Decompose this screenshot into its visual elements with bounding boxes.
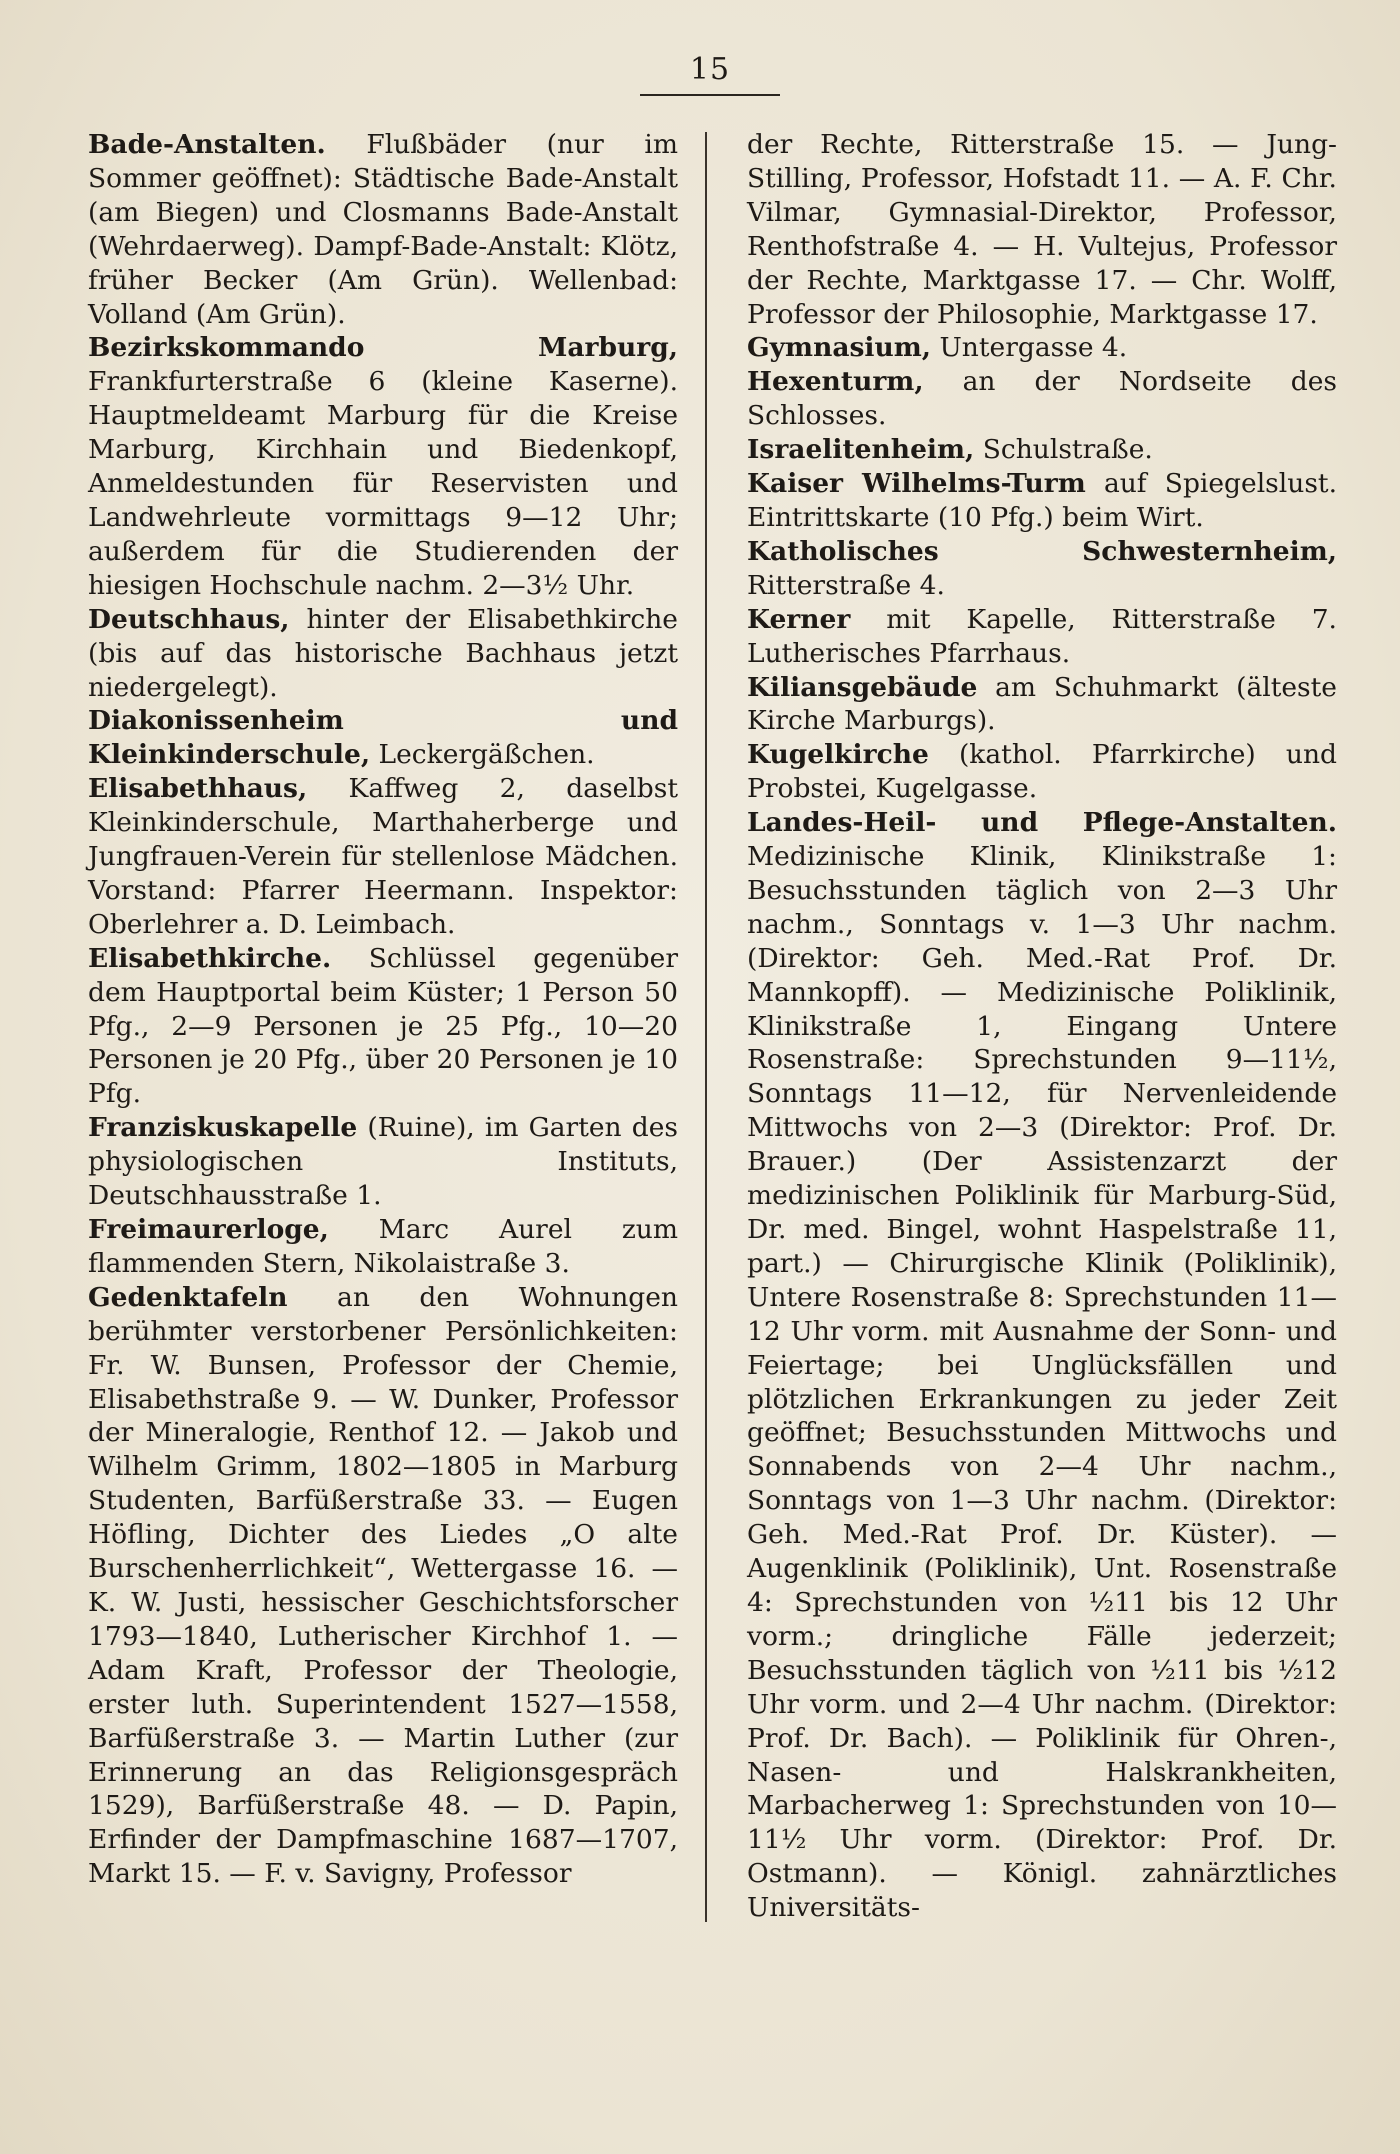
left-column (88, 128, 678, 1891)
entry-deutschhaus: Deutschhaus, hinter der Elisabethkirche (bis auf das historische Bachhaus jetzt niedergelegt). (88, 603, 678, 703)
entry-israelitenheim: Israelitenheim, Schulstraße. (747, 434, 1153, 466)
right-column (747, 128, 1337, 1925)
entry-bezirkskommando: Bezirkskommando Marburg, Frankfurterstraße 6 (kleine Kaserne). Hauptmeldeamt Marburg für die Kreise Marburg, Kirchhain und Biedenkopf, Anmeldestunden für Reservisten und Landwehrleute vormittags 9—12 Uhr; außerdem für die Studierenden der hiesigen Hochschule nachm. 2—3½ Uhr. (88, 332, 678, 601)
entry-gedenktafeln-continued: der Rechte, Ritterstraße 15. — Jung-Stilling, Professor, Hofstadt 11. — A. F. Chr. Vilmar, Gymnasial-Direktor, Professor, Renthofstraße 4. — H. Vultejus, Professor der Rechte, Marktgasse 17. — Chr. Wolff, Professor der Philosophie, Marktgasse 17. (747, 129, 1337, 330)
entry-kaiser-wilhelms-turm: Kaiser Wilhelms-Turm auf Spiegelslust. Eintrittskarte (10 Pfg.) beim Wirt. (747, 468, 1337, 533)
header-rule (640, 94, 780, 96)
entry-landes-heil-und-pflege-anstalten: Landes-Heil- und Pflege-Anstalten. Medizinische Klinik, Klinikstraße 1: Besuchsstunden täglich von 2—3 Uhr nachm., Sonntags v. 1—3 Uhr nachm. (Direktor: Geh. Med.-Rat Prof. Dr. Mannkopff). — Medizinische Poliklinik, Klinikstraße 1, Eingang Untere Rosenstraße: Sprechstunden 9—11½, Sonntags 11—12, für Nervenleidende Mittwochs von 2—3 (Direktor: Prof. Dr. Brauer.) (Der Assistenzarzt der medizinischen Poliklinik für Marburg-Süd, Dr. med. Bingel, wohnt Haspelstraße 11, part.) — Chirurgische Klinik (Poliklinik), Untere Rosenstraße 8: Sprechstunden 11—12 Uhr vorm. mit Ausnahme der Sonn- und Feiertage; bei Unglücksfällen und plötzlichen Erkrankungen zu jeder Zeit geöffnet; Besuchsstunden Mittwochs und Sonnabends von 2—4 Uhr nachm., Sonntags von 1—3 Uhr nachm. (Direktor: Geh. Med.-Rat Prof. Dr. Küster). — Augenklinik (Poliklinik), Unt. Rosenstraße 4: Sprechstunden von ½11 bis 12 Uhr vorm.; dringliche Fälle jederzeit; Besuchsstunden täglich von ½11 bis ½12 Uhr vorm. und 2—4 Uhr nachm. (Direktor: Prof. Dr. Bach). — Poliklinik für Ohren-, Nasen- und Halskrankheiten, Marbacherweg 1: Sprechstunden von 10—11½ Uhr vorm. (Direktor: Prof. Dr. Ostmann). — Königl. zahnärztliches Universitäts- (747, 807, 1337, 1924)
entry-katholisches-schwesternheim: Katholisches Schwesternheim, Ritterstraße 4. (747, 535, 1337, 601)
entry-kugelkirche: Kugelkirche (kathol. Pfarrkirche) und Probstei, Kugelgasse. (747, 739, 1337, 805)
entry-franziskuskapelle: Franziskuskapelle (Ruine), im Garten des physiologischen Instituts, Deutschhausstraße 1. (88, 1112, 678, 1212)
entry-elisabethkirche: Elisabethkirche. Schlüssel gegenüber dem Hauptportal beim Küster; 1 Person 50 Pfg., 2—9 Personen je 25 Pfg., 10—20 Personen je 20 Pfg., über 20 Personen je 10 Pfg. (88, 942, 678, 1110)
column-divider (705, 132, 707, 1922)
entry-elisabethhaus: Elisabethhaus, Kaffweg 2, daselbst Kleinkinderschule, Marthaherberge und Jungfrauen-Verein für stellenlose Mädchen. Vorstand: Pfarrer Heermann. Inspektor: Oberlehrer a. D. Leimbach. (88, 773, 678, 940)
entry-kiliansgebaeude: Kiliansgebäude am Schuhmarkt (älteste Kirche Marburgs). (747, 671, 1337, 737)
entry-freimaurerloge: Freimaurerloge, Marc Aurel zum flammenden Stern, Nikolaistraße 3. (88, 1214, 678, 1279)
entry-bade-anstalten: Bade-Anstalten. Flußbäder (nur im Sommer geöffnet): Städtische Bade-Anstalt (am Biegen) und Closmanns Bade-Anstalt (Wehrdaerweg). Dampf-Bade-Anstalt: Klötz, früher Becker (Am Grün). Wellenbad: Volland (Am Grün). (88, 129, 678, 330)
entry-hexenturm: Hexenturm, an der Nordseite des Schlosses. (747, 366, 1337, 432)
page-number: 15 (689, 52, 731, 87)
entry-kerner: Kerner mit Kapelle, Ritterstraße 7. Lutherisches Pfarrhaus. (747, 603, 1337, 669)
entry-gedenktafeln: Gedenktafeln an den Wohnungen berühmter verstorbener Persönlichkeiten: Fr. W. Bunsen, Professor der Chemie, Elisabethstraße 9. — W. Dunker, Professor der Mineralogie, Renthof 12. — Jakob und Wilhelm Grimm, 1802—1805 in Marburg Studenten, Barfüßerstraße 33. — Eugen Höfling, Dichter des Liedes „O alte Burschenherrlichkeit“, Wettergasse 16. — K. W. Justi, hessischer Geschichtsforscher 1793—1840, Lutherischer Kirchhof 1. — Adam Kraft, Professor der Theologie, erster luth. Superintendent 1527—1558, Barfüßerstraße 3. — Martin Luther (zur Erinnerung an das Religionsgespräch 1529), Barfüßerstraße 48. — D. Papin, Erfinder der Dampfmaschine 1687—1707, Markt 15. — F. v. Savigny, Professor (88, 1281, 678, 1890)
entry-diakonissenheim: Diakonissenheim und Kleinkinderschule, Leckergäßchen. (88, 705, 678, 771)
entry-gymnasium: Gymnasium, Untergasse 4. (747, 332, 1128, 364)
